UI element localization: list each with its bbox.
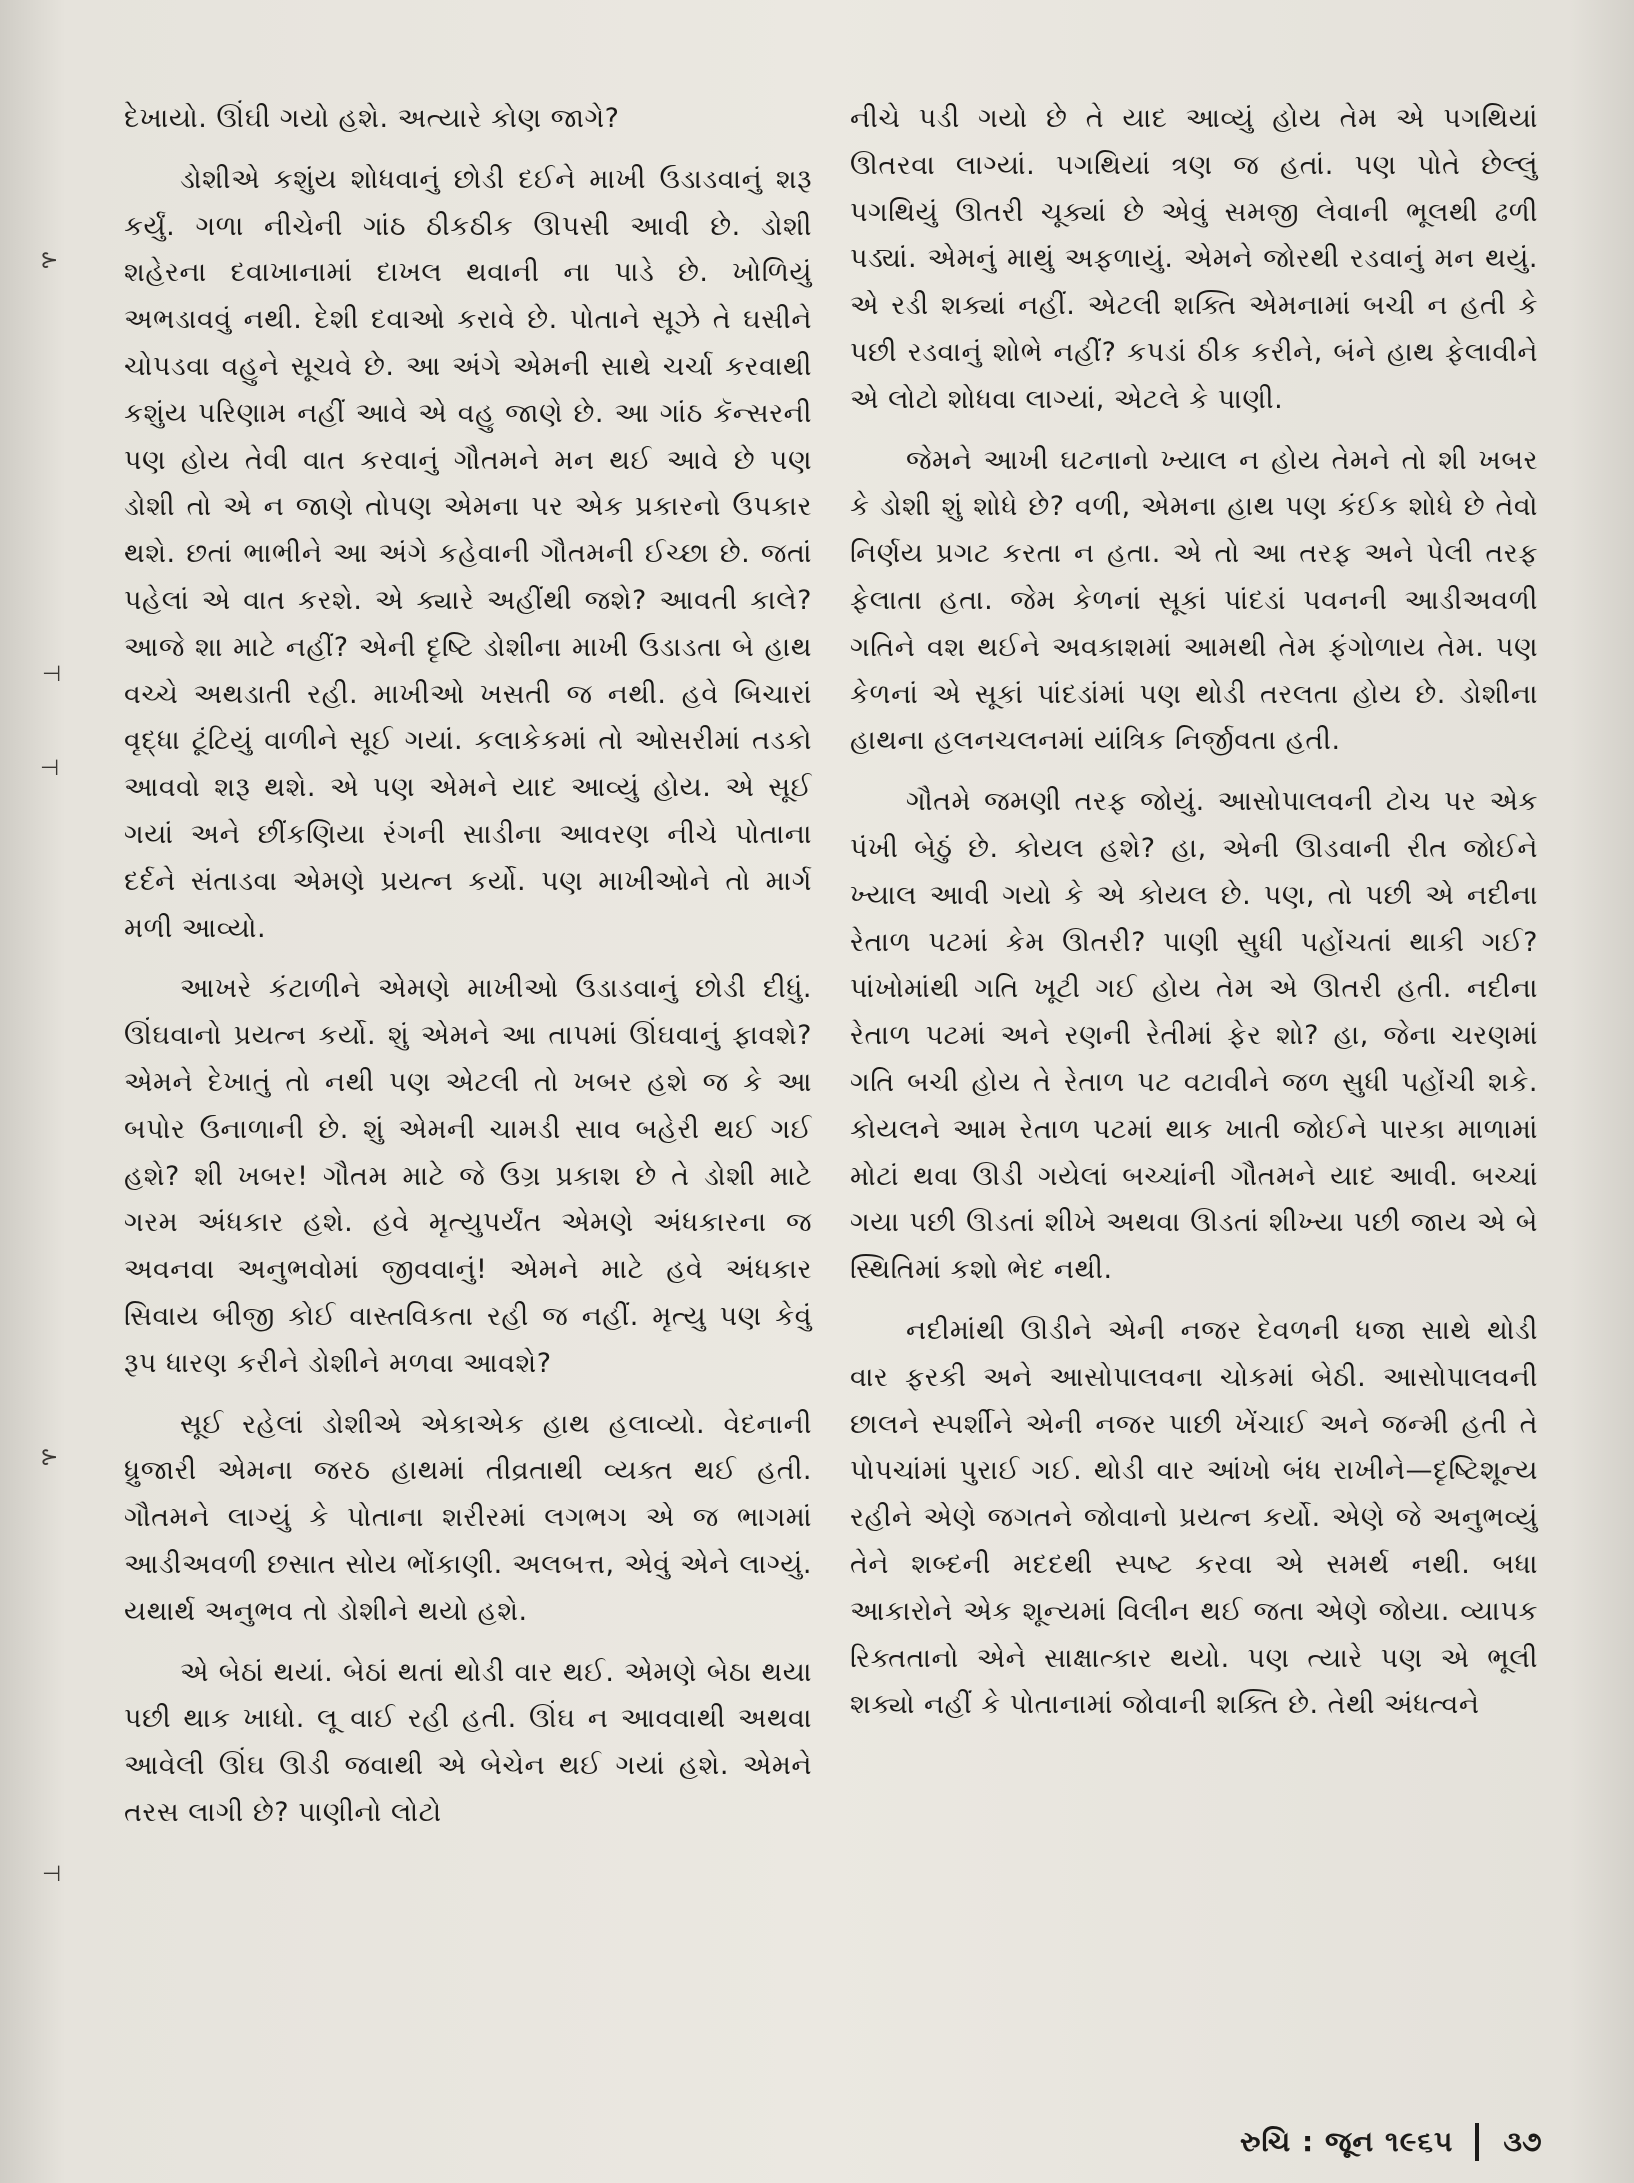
margin-mark-icon: ⊱ <box>40 1445 59 1470</box>
paragraph: સૂઈ રહેલાં ડોશીએ એકાએક હાથ હલાવ્યો. વેદનાની ધ્રુજારી એમના જરઠ હાથમાં તીવ્રતાથી વ્યક્ત થઈ હતી. ગૌતમને લાગ્યું કે પોતાના શરીરમાં લગભગ એ જ ભાગમાં આડીઅવળી છસાત સોય ભોંકાણી. અલબત્ત, એવું એને લાગ્યું. યથાર્થ અનુભવ તો ડોશીને થયો હશે. <box>124 1408 812 1627</box>
paragraph: ડોશીએ કશુંય શોધવાનું છોડી દઈને માખી ઉડાડવાનું શરૂ કર્યું. ગળા નીચેની ગાંઠ ઠીકઠીક ઊપસી આવી છે. ડોશી શહેરના દવાખાનામાં દાખલ થવાની ના પાડે છે. ખોળિયું અભડાવવું નથી. દેશી દવાઓ કરાવે છે. પોતાને સૂઝે તે ઘસીને ચોપડવા વહુને સૂચવે છે. આ અંગે એમની સાથે ચર્ચા કરવાથી કશુંય પરિણામ નહીં આવે એ વહુ જાણે છે. આ ગાંઠ કૅન્સરની પણ હોય તેવી વાત કરવાનું ગૌતમને મન થઈ આવે છે પણ ડોશી તો એ ન જાણે તોપણ એમના પર એક પ્રકારનો ઉપકાર થશે. છતાં ભાભીને આ અંગે કહેવાની ગૌતમની ઈચ્છા છે. જતાં પહેલાં એ વાત કરશે. એ ક્યારે અહીંથી જશે? આવતી કાલે? આજે શા માટે નહીં? એની દૃષ્ટિ ડોશીના માખી ઉડાડતા બે હાથ વચ્ચે અથડાતી રહી. માખીઓ ખસતી જ નથી. હવે બિચારાં વૃદ્ધા ટૂંટિયું વાળીને સૂઈ ગયાં. કલાકેકમાં તો ઓસરીમાં તડકો આવવો શરૂ થશે. એ પણ એમને યાદ આવ્યું હોય. એ સૂઈ ગયાં અને છીંકણિયા રંગની સાડીના આવરણ નીચે પોતાના દર્દને સંતાડવા એમણે પ્રયત્ન કર્યો. પણ માખીઓને તો માર્ગ મળી આવ્યો. <box>124 163 812 944</box>
margin-mark-icon: ⊣ <box>42 1862 62 1887</box>
page-footer <box>1240 2122 1580 2162</box>
left-column <box>124 96 812 1851</box>
paragraph: જેમને આખી ઘટનાનો ખ્યાલ ન હોય તેમને તો શી ખબર કે ડોશી શું શોધે છે? વળી, એમના હાથ પણ કંઈક શોધે છે તેવો નિર્ણય પ્રગટ કરતા ન હતા. એ તો આ તરફ અને પેલી તરફ ફેલાતા હતા. જેમ કેળનાં સૂકાં પાંદડાં પવનની આડીઅવળી ગતિને વશ થઈને અવકાશમાં આમથી તેમ ફંગોળાય તેમ. પણ કેળનાં એ સૂકાં પાંદડાંમાં પણ થોડી તરલતા હોય છે. ડોશીના હાથના હલનચલનમાં યાંત્રિક નિર્જીવતા હતી. <box>850 444 1538 757</box>
magazine-issue-label: રુચિ : જૂન ૧૯૬૫ <box>1240 2125 1454 2158</box>
paragraph: દેખાયો. ઊંઘી ગયો હશે. અત્યારે કોણ જાગે? <box>124 103 620 134</box>
paragraph: આખરે કંટાળીને એમણે માખીઓ ઉડાડવાનું છોડી દીધું. ઊંઘવાનો પ્રયત્ન કર્યો. શું એમને આ તાપમાં ઊંઘવાનું ફાવશે? એમને દેખાતું તો નથી પણ એટલી તો ખબર હશે જ કે આ બપોર ઉનાળાની છે. શું એમની ચામડી સાવ બહેરી થઈ ગઈ હશે? શી ખબર! ગૌતમ માટે જે ઉગ્ર પ્રકાશ છે તે ડોશી માટે ગરમ અંધકાર હશે. હવે મૃત્યુપર્યંત એમણે અંધકારના જ અવનવા અનુભવોમાં જીવવાનું! એમને માટે હવે અંધકાર સિવાય બીજી કોઈ વાસ્તવિકતા રહી જ નહીં. મૃત્યુ પણ કેવું રૂપ ધારણ કરીને ડોશીને મળવા આવશે? <box>124 973 812 1379</box>
paragraph: એ બેઠાં થયાં. બેઠાં થતાં થોડી વાર થઈ. એમણે બેઠા થયા પછી થાક ખાધો. લૂ વાઈ રહી હતી. ઊંઘ ન આવવાથી અથવા આવેલી ઊંઘ ઊડી જવાથી એ બેચેન થઈ ગયાં હશે. એમને તરસ લાગી છે? પાણીનો લોટો <box>124 1656 812 1828</box>
margin-mark-icon: ⊣ <box>40 756 60 781</box>
margin-mark-icon: ⊣ <box>42 662 62 687</box>
right-column <box>850 96 1538 1743</box>
page-number: ૩૭ <box>1503 2125 1542 2158</box>
margin-mark-icon: ⊱ <box>40 248 59 273</box>
paragraph: ગૌતમે જમણી તરફ જોયું. આસોપાલવની ટોચ પર એક પંખી બેઠું છે. કોયલ હશે? હા, એની ઊડવાની રીત જોઈને ખ્યાલ આવી ગયો કે એ કોયલ છે. પણ, તો પછી એ નદીના રેતાળ પટમાં કેમ ઊતરી? પાણી સુધી પહોંચતાં થાકી ગઈ? પાંખોમાંથી ગતિ ખૂટી ગઈ હોય તેમ એ ઊતરી હતી. નદીના રેતાળ પટમાં અને રણની રેતીમાં ફેર શો? હા, જેના ચરણમાં ગતિ બચી હોય તે રેતાળ પટ વટાવીને જળ સુધી પહોંચી શકે. કોયલને આમ રેતાળ પટમાં થાક ખાતી જોઈને પારકા માળામાં મોટાં થવા ઊડી ગયેલાં બચ્ચાંની ગૌતમને યાદ આવી. બચ્ચાં ગયા પછી ઊડતાં શીખે અથવા ઊડતાં શીખ્યા પછી જાય એ બે સ્થિતિમાં કશો ભેદ નથી. <box>850 786 1538 1286</box>
paragraph: નદીમાંથી ઊડીને એની નજર દેવળની ધજા સાથે થોડી વાર ફરકી અને આસોપાલવના ચોકમાં બેઠી. આસોપાલવની છાલને સ્પર્શીને એની નજર પાછી ખેંચાઈ અને જન્મી હતી તે પોપચાંમાં પુરાઈ ગઈ. થોડી વાર આંખો બંધ રાખીને—દૃષ્ટિશૂન્ય રહીને એણે જગતને જોવાનો પ્રયત્ન કર્યો. એણે જે અનુભવ્યું તેને શબ્દની મદદથી સ્પષ્ટ કરવા એ સમર્થ નથી. બધા આકારોને એક શૂન્યમાં વિલીન થઈ જતા એણે જોયા. વ્યાપક રિક્તતાનો એને સાક્ષાત્કાર થયો. પણ ત્યારે પણ એ ભૂલી શક્યો નહીં કે પોતાનામાં જોવાની શક્તિ છે. તેથી અંધત્વને <box>850 1314 1538 1721</box>
footer-divider <box>1475 2123 1479 2161</box>
paragraph: નીચે પડી ગયો છે તે યાદ આવ્યું હોય તેમ એ પગથિયાં ઊતરવા લાગ્યાં. પગથિયાં ત્રણ જ હતાં. પણ પોતે છેલ્લું પગથિયું ઊતરી ચૂક્યાં છે એવું સમજી લેવાની ભૂલથી ઢળી પડ્યાં. એમનું માથું અફળાયું. એમને જોરથી રડવાનું મન થયું. એ રડી શક્યાં નહીં. એટલી શક્તિ એમનામાં બચી ન હતી કે પછી રડવાનું શોભે નહીં? કપડાં ઠીક કરીને, બંને હાથ ફેલાવીને એ લોટો શોધવા લાગ્યાં, એટલે કે પાણી. <box>850 103 1538 415</box>
